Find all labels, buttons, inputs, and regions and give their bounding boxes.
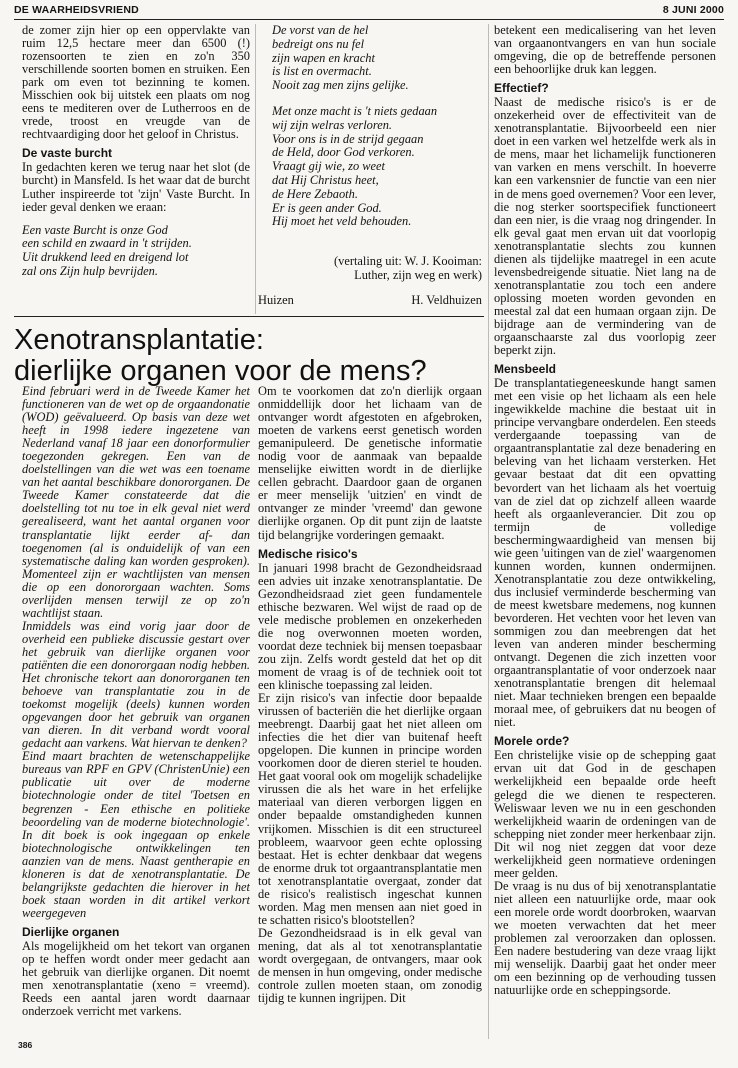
intro-paragraph: Inmiddels was eind vorig jaar door de overheid een publieke discussie gestart over het gebruik van dierlijke organen voor patiënten die een donororgaan nodig hebben. Het chronische tekort aan donororganen ten behoeve van transplantatie zou in de toekomst mogelijk (deels) kunnen worden opgevangen door het gebruik van organen van dieren. In dit verband wordt vooral gedacht aan varkens. Wat hiervan te denken? bbox=[22, 618, 250, 751]
header-rule bbox=[14, 19, 724, 20]
article-column-2 bbox=[258, 385, 482, 1040]
poem-line: Met onze macht is 't niets gedaan bbox=[272, 103, 438, 118]
body-paragraph: Om te voorkomen dat zo'n dierlijk orgaan onmiddellijk door het lichaam van de ontvanger wordt afgestoten en afgebroken, moeten de varkens eerst genetisch worden gemanipuleerd. De genetische informatie nodig voor de aanmaak van bepaalde menselijke eiwitten wordt in de dierlijke cellen gebracht. Daardoor gaan de organen er meer menselijk 'uitzien' en vindt de ontvanger ze minder 'vreemd' dan gewone dierlijke organen. Op dit punt zijn de laatste tijd belangrijke vorderingen gemaakt. bbox=[258, 385, 482, 542]
body-paragraph: Als mogelijkheid om het tekort van organen op te heffen wordt onder meer gedacht aan het gebruik van dierlijke organen. Dit noemt men xenotransplantatie (xeno = vreemd). Reeds een aantal jaren wordt daarnaar onderzoek verricht met varkens. bbox=[22, 938, 250, 1019]
intro-paragraph: Eind maart brachten de wetenschappelijke bureaus van RPF en GPV (ChristenUnie) een publicatie uit over de moderne biotechnologie onder de titel 'Toetsen en begrenzen - Een ethische en politieke beoordeling van de moderne biotechnologie'. In dit boek is ook ingegaan op enkele biotechnologische ontwikkelingen ten aanzien van de mens. Naast gentherapie en kloneren is dat de xenotransplantatie. De belangrijkste gedachten die hierover in het boek staan worden in dit artikel verkort weergegeven bbox=[22, 749, 250, 920]
translation-line: Luther, zijn weg en werk) bbox=[354, 267, 482, 282]
signature-author: H. Veldhuizen bbox=[411, 293, 482, 307]
signature-place: Huizen bbox=[258, 293, 294, 307]
article-title bbox=[14, 325, 484, 387]
article-column-3 bbox=[494, 24, 716, 1040]
poem-line: is list en overmacht. bbox=[272, 64, 372, 79]
intro-paragraph: Eind februari werd in de Tweede Kamer het functioneren van de wet op de orgaandonatie (WOD) geëvalueerd. Op basis van deze wet heeft in 1998 iedere ingezetene van Nederland vanaf 18 jaar een donorformulier toegezonden gekregen. Een van de doelstellingen van die wet was een toename van het aantal beschikbare donororganen. De Tweede Kamer constateerde dat die doelstelling tot nu toe in elk geval niet werd gerealiseerd, want het aantal organen voor transplantatie lijkt eerder af- dan toegenomen (al is onduidelijk of van een systematische daling kan worden gesproken). Momenteel zijn er wachtlijsten van mensen die op een donororgaan wachten. Soms overlijden mensen terwijl ze op zo'n wachtlijst staan. bbox=[22, 385, 250, 620]
body-paragraph: Naast de medische risico's is er de onzekerheid over de effectiviteit van de xenotransplantatie. Bijvoorbeeld een nier doet in een varken wel hetzelfde werk als in de mens, maar het lichamelijk functioneren van varken en mens verschilt. In hoeverre kan een varkensnier de functie van een nier in de mens goed overnemen? Voor een lever, die nog sterker soortspecifiek functioneert dan een nier, is die vraag nog dringender. In elk geval gaat men ervan uit dat voorlopig xenotransplantatie slechts zou kunnen dienen als tijdelijke maatregel in een acute levensbedreigende situatie. Niet lang na de xenotransplantatie zou toch een andere oplossing moeten worden gevonden en meestal zal dat een humaan orgaan zijn. De bijdrage aan de vermindering van de orgaanschaarste zal dus voorlopig zeer beperkt zijn. bbox=[494, 95, 716, 358]
body-paragraph: De Gezondheidsraad is in elk geval van mening, dat als al tot xenotransplantatie wordt overgegaan, de ontvangers, maar ook de mensen in hun omgeving, onder medische controle zullen moeten staan, om zonodig tijdig te kunnen ingrijpen. Dit bbox=[258, 925, 482, 1006]
poem-line: dat Hij Christus heet, bbox=[272, 172, 379, 187]
article-title-line-2: dierlijke organen voor de mens? bbox=[14, 355, 427, 387]
luther-paragraph: In gedachten keren we terug naar het slot (de burcht) in Mansfeld. Is het waar dat de burcht Luther inspireerde tot 'zijn' Vaste Burcht. In ieder geval denken we eraan: bbox=[22, 160, 250, 214]
poem-line: Voor ons is in de strijd gegaan bbox=[272, 131, 424, 146]
poem-line: Uit drukkend leed en dreigend lot bbox=[22, 250, 189, 265]
heading-medische-risicos: Medische risico's bbox=[258, 546, 358, 561]
poem-line: bedreigt ons nu fel bbox=[272, 36, 365, 51]
poem-line: de Here Zebaoth. bbox=[272, 186, 358, 201]
poem-line: Vraagt gij wie, zo weet bbox=[272, 159, 385, 174]
poem-line: wij zijn welras verloren. bbox=[272, 117, 393, 132]
issue-date: 8 JUNI 2000 bbox=[662, 4, 724, 16]
running-header bbox=[14, 4, 724, 18]
poem-line: Er is geen ander God. bbox=[272, 200, 382, 215]
luther-column-1 bbox=[22, 24, 250, 324]
body-paragraph: In januari 1998 bracht de Gezondheidsraad een advies uit inzake xenotransplantatie. De Gezondheidsraad ziet geen fundamentele ethische bezwaren. Wel wijst de raad op de vele medische problemen en onzekerheden die nog overwonnen moeten worden, voordat deze techniek bij mensen toepasbaar zou zijn. Zelfs wordt gesteld dat het op dit moment de vraag is of de techniek ooit tot een klinische toepassing zal leiden. bbox=[258, 560, 482, 692]
column-divider bbox=[255, 24, 256, 314]
page-number: 386 bbox=[18, 1040, 33, 1050]
poem-line: zijn wapen en kracht bbox=[272, 50, 375, 65]
heading-morele-orde: Morele orde? bbox=[494, 734, 570, 749]
body-paragraph: De vraag is nu dus of bij xenotransplantatie niet alleen een natuurlijke orde, maar ook een morele orde wordt doorbroken, waarvan we moeten verwachten dat het meer problemen zal veroorzaken dan oplossen. Een nadere bestudering van deze vraag lijkt mij wenselijk. Daarbij gaat het onder meer om een bezinning op de verhouding tussen natuurlijke orde en scheppingsorde. bbox=[494, 878, 716, 998]
body-paragraph: betekent een medicalisering van het leven van orgaanontvangers en van hun sociale omgeving, die op de betreffende personen een behoorlijke druk kan leggen. bbox=[494, 24, 716, 77]
section-rule bbox=[14, 316, 484, 317]
body-paragraph: Een christelijke visie op de schepping gaat ervan uit dat God in de geschapen werkelijkheid een bepaalde orde heeft gelegd die we dienen te respecteren. Weliswaar leven we nu in een geschonden werkelijkheid waarin de ordeningen van de schepping niet zonder meer herkenbaar zijn. Dit wil nog niet zeggen dat voor deze werkelijkheid geen normatieve ordeningen meer gelden. bbox=[494, 748, 716, 880]
poem-line: De vorst van de hel bbox=[272, 24, 369, 37]
poem-line: zal ons Zijn hulp bevrijden. bbox=[22, 264, 158, 278]
luther-paragraph: de zomer zijn hier op een oppervlakte van ruim 12,5 hectare meer dan 6500 (!) rozensoorten te zien en zo'n 350 verschillende soorten bomen en struiken. Een park om even tot bezinning te komen. Misschien ook bij uitstek een plaats om nog eens te mediteren over de Lutherroos en de vrede, troost en vreugde van de rechtvaardiging door het geloof in Christus. bbox=[22, 24, 250, 142]
poem-line: een schild en zwaard in 't strijden. bbox=[22, 236, 192, 251]
poem-line: Nooit zag men zijns gelijke. bbox=[272, 78, 409, 93]
heading-mensbeeld: Mensbeeld bbox=[494, 362, 557, 377]
heading-effectief: Effectief? bbox=[494, 81, 549, 96]
translation-line: (vertaling uit: W. J. Kooiman: bbox=[334, 254, 482, 268]
article-column-1 bbox=[22, 385, 250, 1040]
poem-line: de Held, door God verkoren. bbox=[272, 145, 415, 160]
poem-line: Hij moet het veld behouden. bbox=[272, 214, 412, 229]
poem-fragment bbox=[22, 224, 250, 279]
article-title-line-1: Xenotransplantatie: bbox=[14, 324, 264, 356]
column-divider bbox=[488, 24, 489, 1039]
poem-line: Een vaste Burcht is onze God bbox=[22, 222, 168, 237]
heading-vaste-burcht: De vaste burcht bbox=[22, 146, 113, 161]
publication-name: DE WAARHEIDSVRIEND bbox=[14, 4, 139, 16]
luther-column-2 bbox=[272, 24, 482, 254]
heading-dierlijke-organen: Dierlijke organen bbox=[22, 924, 120, 939]
translation-credit bbox=[272, 255, 482, 283]
body-paragraph: De transplantatiegeneeskunde hangt samen met een visie op het lichaam als een hele ingewikkelde machine die bestaat uit in principe vervangbare onderdelen. Een steeds verdergaande toepassing van de orgaantransplantatie zal deze benadering en beleving van het lichaam versterken. Het gevaar bestaat dat dit een opvatting bevordert van het lichaam als het voertuig van de ziel dat op zichzelf alleen waarde heeft als orgaanleverancier. Dit zou op termijn de volledige beschermingwaardigheid van mensen bij wie geen 'uitingen van de ziel' waargenomen kunnen worden, kunnen ondermijnen. Xenotransplantatie zou deze ontwikkeling, dus inclusief verminderde bescherming van de meest kwetsbare medemens, nog kunnen bevorderen. Het vechten voor het leven van sommigen zou dan meebrengen dat het leven van anderen minder bescherming ontvangt. Degenen die zich inzetten voor orgaantransplantatie of voor onderzoek naar xenotransplantatie brengen dit helemaal niet. Maar technieken brengen een bepaalde moraal mee, of gebruikers dat nu beogen of niet. bbox=[494, 376, 716, 730]
body-paragraph: Er zijn risico's van infectie door bepaalde virussen of bacteriën die het dierlijke orgaan meebrengt. Daarbij gaat het niet alleen om infecties die het dier van buitenaf heeft opgelopen. Die kunnen in principe worden voorkomen door de dieren steriel te houden. Het gaat vooral ook om mogelijk schadelijke virussen die als het ware in het erfelijke materiaal van dieren verborgen liggen en onder bepaalde omstandigheden kunnen vrijkomen. Misschien is dit een structureel probleem, waarvoor geen echte oplossing bestaat. Het is echter denkbaar dat wegens de enorme druk tot orgaantransplantatie men tot xenotransplantatie overgaat, zonder dat de risico's realistisch ingeschat kunnen worden. Mag men mensen aan niet goed in te schatten risico's blootstellen? bbox=[258, 691, 482, 927]
